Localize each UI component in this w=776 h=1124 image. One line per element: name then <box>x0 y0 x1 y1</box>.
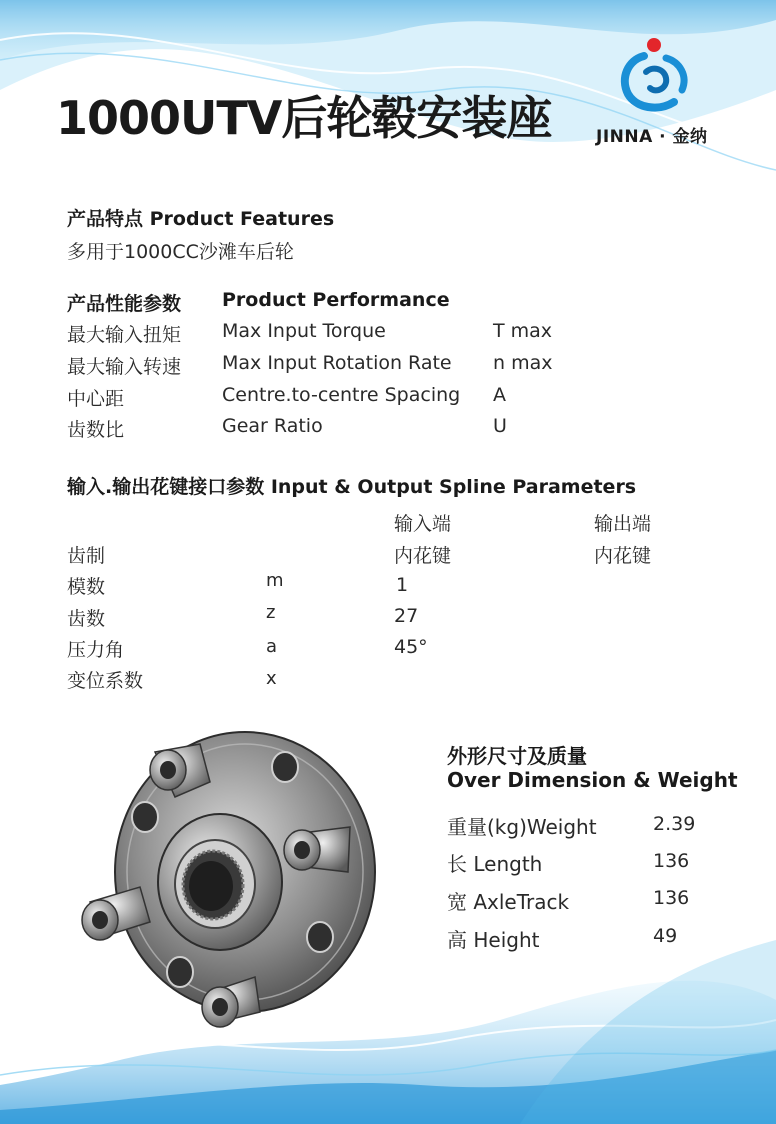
dimension-title-en: Over Dimension & Weight <box>447 768 738 792</box>
dimension-value: 136 <box>653 850 690 872</box>
spline-row-input: 27 <box>394 605 419 627</box>
performance-row-cn: 中心距 <box>67 388 125 410</box>
performance-row-cn: 最大输入扭矩 <box>67 324 182 346</box>
spline-row-output: 内花键 <box>594 545 652 567</box>
spline-row-name: 齿制 <box>67 545 106 567</box>
features-heading: 产品特点 Product Features <box>67 208 335 230</box>
performance-row-en: Gear Ratio <box>222 415 323 437</box>
spline-col-output: 输出端 <box>594 513 652 535</box>
dimension-value: 136 <box>653 887 690 909</box>
performance-row-symbol: n max <box>493 352 553 374</box>
jinna-logo-icon <box>606 36 716 116</box>
performance-row-en: Centre.to-centre Spacing <box>222 384 461 406</box>
performance-heading-en: Product Performance <box>222 289 450 311</box>
performance-row-symbol: T max <box>493 320 553 342</box>
spline-row-input: 1 <box>396 574 409 596</box>
spline-row-input: 内花键 <box>394 545 452 567</box>
brand-name: JINNA · 金纳 <box>596 127 708 147</box>
spline-row-name: 齿数 <box>67 608 106 630</box>
features-text: 多用于1000CC沙滩车后轮 <box>67 241 294 263</box>
performance-row-symbol: U <box>493 415 507 437</box>
dimension-title-cn: 外形尺寸及质量 <box>447 744 587 768</box>
hub-mount-image <box>80 722 390 1032</box>
performance-heading-cn: 产品性能参数 <box>67 293 182 315</box>
dimension-label: 重量(kg)Weight <box>447 815 597 839</box>
spline-row-input: 45° <box>394 636 428 658</box>
performance-row-cn: 齿数比 <box>67 419 125 441</box>
performance-row-en: Max Input Torque <box>222 320 386 342</box>
spline-row-symbol: z <box>266 602 276 623</box>
spline-heading: 输入.输出花键接口参数 Input & Output Spline Parameters <box>67 476 637 498</box>
dimension-value: 49 <box>653 925 678 947</box>
dimension-label: 长 Length <box>447 852 543 876</box>
spline-row-symbol: a <box>266 636 278 657</box>
spline-row-name: 变位系数 <box>67 670 144 692</box>
spline-col-input: 输入端 <box>394 513 452 535</box>
dimension-label: 高 Height <box>447 928 540 952</box>
performance-row-en: Max Input Rotation Rate <box>222 352 452 374</box>
dimension-label: 宽 AxleTrack <box>447 890 570 914</box>
dimension-value: 2.39 <box>653 813 696 835</box>
performance-row-symbol: A <box>493 384 506 406</box>
spline-row-name: 压力角 <box>67 639 125 661</box>
spline-row-symbol: x <box>266 668 277 689</box>
spline-row-symbol: m <box>266 570 284 591</box>
spline-row-name: 模数 <box>67 576 106 598</box>
page-title: 1000UTV后轮毂安装座 <box>56 91 552 145</box>
performance-row-cn: 最大输入转速 <box>67 356 182 378</box>
